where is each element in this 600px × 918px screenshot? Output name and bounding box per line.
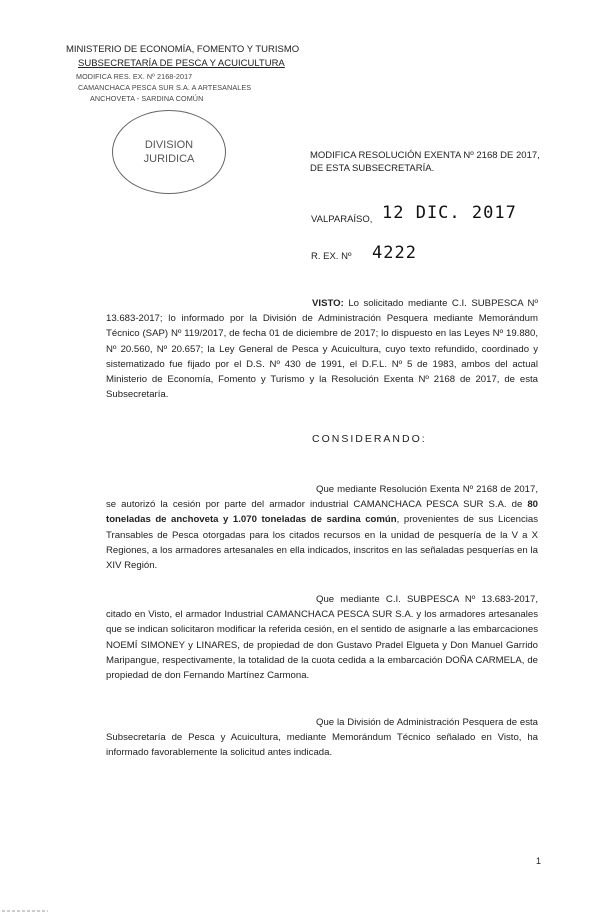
division-juridica-stamp [112,110,226,194]
resolution-number: 4222 [372,243,417,263]
ministry-name: MINISTERIO DE ECONOMÍA, FOMENTO Y TURISMO [66,44,300,55]
page-number: 1 [536,856,542,866]
stamp-line-2: JURIDICA [143,153,195,165]
subsecretaria-name: SUBSECRETARÍA DE PESCA Y ACUICULTURA [78,58,285,69]
considerando-paragraph-2 [106,592,538,683]
visto-label: VISTO: [312,298,344,309]
visto-text: Lo solicitado mediante C.I. SUBPESCA Nº 13.683-2017; lo informado por la División de Administración Pesquera mediante Memorándum Técnico (SAP) Nº 119/2017, de fecha 01 de diciembre de 2017; lo dispuesto en las Leyes Nº 19.880, Nº 20.560, Nº 20.657; la Ley General de Pesca y Acuicultura, cuyo texto refundido, coordinado y sistematizado fue fijado por el D.S. Nº 430 de 1991, el D.F.L. Nº 5 de 1983, ambos del actual Ministerio de Economía, Fomento y Turismo y la Resolución Exenta Nº 2168 de 2017, de esta Subsecretaría. [106,298,538,401]
stamp-line-1: DIVISION [144,139,194,151]
reference-line-1: MODIFICA RES. EX. Nº 2168-2017 [76,72,193,81]
visto-paragraph [106,296,538,402]
place-label: VALPARAÍSO, [311,214,373,225]
paragraph-2-text: Que mediante C.I. SUBPESCA Nº 13.683-2017, citado en Visto, el armador Industrial CAMANCHACA PESCA SUR S.A. y los armadores artesanales que se indican solicitaron modificar la referida cesión, en el sentido de asignarle a las embarcaciones NOEMÍ SIMONEY y LINARES, de propiedad de don Gustavo Pradel Elgueta y Don Manuel Garrido Maripangue, respectivamente, la totalidad de la cuota cedida a la embarcación DOÑA CARMELA, de propiedad de don Fernando Martínez Carmona. [106,594,538,682]
reference-line-2: CAMANCHACA PESCA SUR S.A. A ARTESANALES [78,83,252,92]
document-subject: MODIFICA RESOLUCIÓN EXENTA Nº 2168 DE 2017, DE ESTA SUBSECRETARÍA. [310,150,540,174]
document-date: 12 DIC. 2017 [382,203,517,223]
considerando-paragraph-1 [106,482,538,573]
scan-artifact-mark [0,905,52,915]
reference-line-3: ANCHOVETA - SARDINA COMÚN [90,94,204,103]
considerando-paragraph-3 [106,715,538,761]
considerando-title: CONSIDERANDO: [312,433,427,445]
paragraph-1-text-c: , provenientes de sus Licencias Transables de Pesca otorgadas para los citados recursos en la unidad de pesquería de la V a X Regiones, a los armadores artesanales en ella indicados, inscritos en las señaladas pesquerías en la XIV Región. [106,514,539,572]
paragraph-1-quota-highlight: 80 toneladas de anchoveta y 1.070 toneladas de sardina común [106,499,538,526]
paragraph-3-text: Que la División de Administración Pesquera de esta Subsecretaría de Pesca y Acuicultura, mediante Memorándum Técnico señalado en Visto, ha informado favorablemente la solicitud antes indicada. [106,717,538,759]
paragraph-1-text-a: Que mediante Resolución Exenta Nº 2168 de 2017, se autorizó la cesión por parte del armador industrial CAMANCHACA PESCA SUR S.A. de [106,484,538,511]
resolution-label: R. EX. Nº [311,251,352,262]
